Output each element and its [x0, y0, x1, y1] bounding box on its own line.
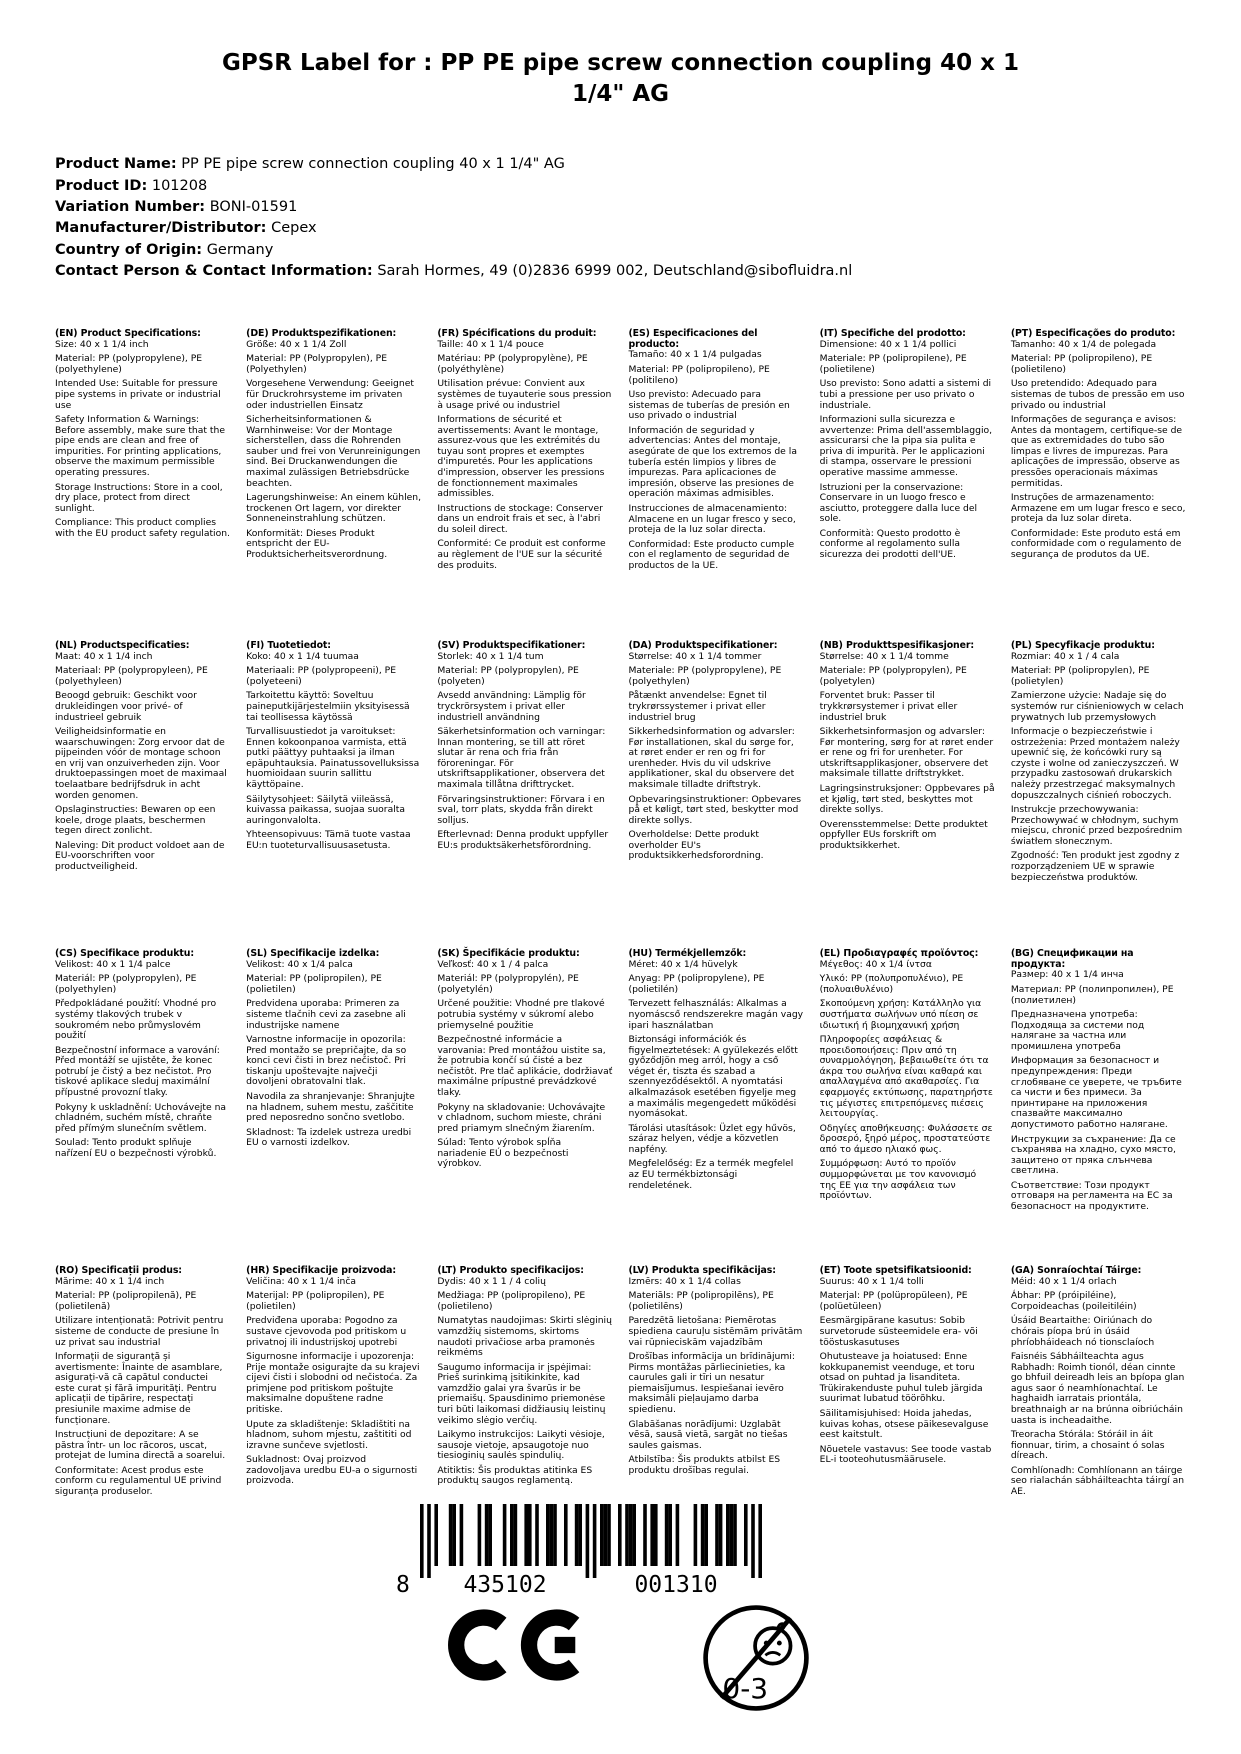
barcode-digit-left: 8: [396, 1571, 410, 1596]
spec-body: [246, 960, 421, 1149]
spec-heading: (FI) Tuotetiedot:: [246, 639, 331, 651]
product-info-label: Product ID:: [55, 177, 148, 194]
spec-paragraph: Материал: PP (полипропилен), PE (полиетилен): [1010, 984, 1174, 1006]
spec-paragraph: Predviđena uporaba: Pogodno za sustave cjevovoda pod pritiskom u privatnoj ili industrijskoj upotrebi: [246, 1315, 407, 1348]
spec-block: [1011, 1266, 1186, 1498]
spec-paragraph: Sicherheitsinformationen & Warnhinweise: Vor der Montage sicherstellen, dass die Rohrenden sauber und frei von Verunreinigungen sind. Bei Druckanwendungen die maximal zulässigen Betriebsdrücke beachten.: [246, 414, 421, 489]
spec-paragraph: Conformidad: Este producto cumple con el reglamento de seguridad de productos de la UE.: [628, 538, 795, 571]
spec-paragraph: Glabāšanas norādījumi: Uzglabāt vēsā, sausā vietā, sargāt no tiešas saules gaismas.: [628, 1418, 788, 1451]
spec-paragraph: Ábhar: PP (próipiléine), Corpoideachas (poileitiléin): [1010, 1290, 1137, 1312]
spec-paragraph: Varnostne informacije in opozorila: Pred montažo se prepričajte, da so konci cevi čisti in brez nečistoč. Pri tiskanju upoštevajte največji dovoljeni obratovalni tlak.: [246, 1034, 407, 1088]
spec-paragraph: Paredzētā lietošana: Piemērotas spiediena cauruļu sistēmām privātām vai rūpnieciskām vajadzībām: [628, 1315, 803, 1348]
spec-block: [55, 329, 230, 641]
product-info-value: Cepex: [271, 220, 317, 237]
spec-heading: (IT) Specifiche del prodotto:: [819, 327, 966, 339]
spec-paragraph: Materiale: PP (polypropylen), PE (polyetylen): [819, 665, 967, 687]
spec-paragraph: Veľkosť: 40 x 1 / 4 palca: [437, 958, 549, 970]
spec-paragraph: Numatytas naudojimas: Skirti slėginių vamzdžių sistemoms, skirtoms naudoti privačiose arba pramonės reikmėms: [437, 1315, 612, 1359]
spec-paragraph: Conformité: Ce produit est conforme au règlement de l'UE sur la sécurité des produits.: [437, 538, 606, 571]
spec-paragraph: Materiaal: PP (polypropyleen), PE (polyethyleen): [55, 665, 208, 687]
spec-body: [820, 1277, 995, 1466]
spec-paragraph: Medžiaga: PP (polipropileno), PE (polietileno): [437, 1290, 586, 1312]
spec-paragraph: Instrucciones de almacenamiento: Almacene en un lugar fresco y seco, proteja de la luz solar directa.: [628, 502, 796, 536]
spec-body: [629, 960, 804, 1192]
spec-paragraph: Πληροφορίες ασφάλειας & προειδοποιήσεις: Πριν από τη συναρμολόγηση, βεβαιωθείτε ότι τα άκρα του σωλήνα είναι καθαρά και απαλλαγμένα από ακαθαρσίες. Για εφαρμογές εκτύπωσης, παρατηρήστε τις μέγιστες επιτρεπόμενες πιέσεις λειτουργίας.: [819, 1034, 993, 1120]
spec-paragraph: Предназначена употреба: Подходяща за системи под налягане за частна или промишлена употреба: [1010, 1009, 1145, 1052]
barcode: [390, 1504, 1241, 1596]
spec-paragraph: Materijal: PP (polipropilen), PE (polietilen): [246, 1290, 385, 1312]
spec-body: [820, 340, 995, 561]
spec-paragraph: Material: PP (polipropilen), PE (polietilen): [246, 973, 382, 995]
spec-paragraph: Tárolási utasítások: Üzlet egy hűvös, száraz helyen, védje a közvetlen napfény.: [628, 1122, 796, 1155]
spec-paragraph: Súlad: Tento výrobok spĺňa nariadenie EÚ o bezpečnosti výrobkov.: [437, 1137, 569, 1170]
spec-paragraph: Storage Instructions: Store in a cool, dry place, protect from direct sunlight.: [55, 481, 223, 514]
spec-paragraph: Instrukcje przechowywania: Przechowywać w chłodnym, suchym miejscu, chronić przed bezpośrednim światłem słonecznym.: [1010, 804, 1183, 847]
spec-body: [629, 1277, 804, 1477]
product-info: [55, 154, 1201, 283]
spec-paragraph: Conformitate: Acest produs este conform cu regulamentul UE privind siguranța produselor.: [55, 1464, 222, 1498]
spec-paragraph: Materiale: PP (polypropylene), PE (polyethylen): [628, 665, 782, 687]
spec-paragraph: Yhteensopivuus: Tämä tuote vastaa EU:n tuoteturvallisuusasetusta.: [246, 829, 411, 851]
spec-paragraph: Materiale: PP (polipropilene), PE (polietilene): [819, 353, 967, 375]
spec-body: [437, 340, 612, 572]
product-info-line: [55, 154, 1201, 175]
spec-block: [1011, 641, 1186, 949]
age-warning-0-3-icon: [700, 1602, 812, 1714]
spec-paragraph: Méid: 40 x 1 1/4 orlach: [1010, 1275, 1117, 1287]
spec-paragraph: Bezpečnostné informácie a varovania: Pred montážou uistite sa, že potrubia končí sú čisté a bez nečistôt. Pre tlač aplikácie, dodržiavať maximálne prípustné prevádzkové tlaky.: [437, 1034, 613, 1098]
spec-block: [1011, 329, 1186, 641]
spec-paragraph: Materiał: PP (polipropylen), PE (polietylen): [1010, 665, 1150, 687]
spec-paragraph: Faisnéis Sábháilteachta agus Rabhadh: Roimh tionól, déan cinnte go bhfuil deireadh leis an bpíopa glan agus saor ó neamhíonachtaí. Le haghaidh iarratais priontála, breathnaigh ar na brúnna oibriúcháin uasta is incheadaithe.: [1010, 1351, 1185, 1426]
product-info-value: Germany: [206, 241, 274, 258]
product-info-line: [55, 218, 1201, 239]
ce-mark-icon: [445, 1602, 595, 1688]
spec-paragraph: Conformidade: Este produto está em conformidade com o regulamento de segurança de produtos da UE.: [1010, 527, 1182, 561]
spec-paragraph: Maat: 40 x 1 1/4 inch: [55, 650, 153, 662]
spec-paragraph: Zamierzone użycie: Nadaje się do systemów rur ciśnieniowych w celach prywatnych lub przemysłowych: [1010, 690, 1184, 723]
spec-body: [629, 350, 804, 571]
spec-heading: (CS) Specifikace produktu:: [55, 947, 194, 959]
spec-paragraph: Materjal: PP (polüpropüleen), PE (polüetüleen): [819, 1290, 968, 1312]
spec-paragraph: Velikost: 40 x 1/4 palca: [246, 958, 353, 970]
spec-block: [629, 329, 804, 641]
spec-block: [1011, 949, 1186, 1266]
spec-body: [629, 652, 804, 862]
page-title: GPSR Label for : PP PE pipe screw connection coupling 40 x 1 1/4" AG: [222, 50, 1019, 108]
spec-body: [55, 960, 230, 1160]
spec-grid: [55, 329, 1186, 1498]
spec-heading: (PL) Specyfikacje produktu:: [1010, 639, 1155, 651]
spec-paragraph: Navodila za shranjevanje: Shranjujte na hladnem, suhem mestu, zaščitite pred neposredno sončno svetlobo.: [246, 1090, 415, 1124]
product-info-line: [55, 261, 1201, 282]
spec-paragraph: Informações de segurança e avisos: Antes da montagem, certifique-se de que as extremidades do tubo são limpas e livres de impurezas. Para aplicações de impressão, observe as pressões operacionais máximas permitidas.: [1010, 414, 1183, 489]
spec-paragraph: Lagerungshinweise: An einem kühlen, trockenen Ort lagern, vor direkter Sonneneinstrahlung schützen.: [246, 492, 422, 525]
spec-paragraph: Material: PP (polipropileno), PE (polietileno): [1010, 353, 1153, 375]
spec-paragraph: Zgodność: Ten produkt jest zgodny z rozporządzeniem UE w sprawie bezpieczeństwa produktów.: [1010, 850, 1180, 883]
barcode-digits-group1: 435102: [463, 1571, 547, 1596]
spec-paragraph: Materiál: PP (polypropylén), PE (polyetylén): [437, 973, 579, 995]
spec-block: [820, 641, 995, 949]
spec-paragraph: Intended Use: Suitable for pressure pipe systems in private or industrial use: [55, 378, 221, 411]
spec-paragraph: Úsáid Beartaithe: Oiriúnach do chórais píopa brú in úsáid phríobháideach nó tionsclaíoch: [1010, 1315, 1155, 1348]
spec-body: [1011, 1277, 1186, 1498]
spec-body: [246, 1277, 421, 1487]
spec-heading: (GA) Sonraíochtaí Táirge:: [1010, 1264, 1142, 1276]
spec-block: [629, 949, 804, 1266]
spec-paragraph: Informations de sécurité et avertissements: Avant le montage, assurez-vous que les extrémités du tuyau sont propres et exemptes d'impuretés. Pour les applications d'impression, observer les pressions de fonctionnement maximales admissibles.: [437, 414, 605, 500]
product-info-label: Contact Person & Contact Information:: [55, 263, 373, 280]
product-info-value: BONI-01591: [209, 199, 298, 215]
spec-paragraph: Σκοπούμενη χρήση: Κατάλληλο για συστήματα σωλήνων υπό πίεση σε ιδιωτική ή βιομηχανική χρήση: [819, 998, 982, 1031]
spec-body: [246, 340, 421, 561]
spec-paragraph: Izmērs: 40 x 1 1/4 collas: [628, 1275, 741, 1287]
product-info-label: Variation Number:: [55, 199, 206, 215]
spec-paragraph: Informazioni sulla sicurezza e avvertenze: Prima dell'assemblaggio, assicurarsi che la pipa sia pulita e priva di impurità. Per le applicazioni di stampa, osservare le pressioni operative massime ammesse.: [819, 414, 993, 478]
spec-paragraph: Tervezett felhasználás: Alkalmas a nyomáscső rendszerekre magán vagy ipari használatban: [628, 998, 804, 1031]
spec-paragraph: Informacje o bezpieczeństwie i ostrzeżenia: Przed montażem należy upewnić się, że końcówki rury są czyste i wolne od zanieczyszczeń. W przypadku zastosowań drukarskich należy przestrzegać maksymalnych dopuszczalnych ciśnień roboczych.: [1010, 726, 1180, 801]
product-info-line: [55, 176, 1201, 197]
spec-heading: (RO) Specificații produs:: [55, 1264, 182, 1276]
product-info-line: [55, 197, 1201, 218]
spec-paragraph: Bezpečnostní informace a varování: Před montáží se ujistěte, že konec potrubí je čistý a bez nečistot. Pro tiskové aplikace sleduj maximální přípustné provozní tlaky.: [55, 1044, 220, 1098]
spec-paragraph: Material: PP (polypropylen), PE (polyeten): [437, 665, 579, 687]
spec-paragraph: Ohutusteave ja hoiatused: Enne kokkupanemist veenduge, et toru otsad on puhtad ja lisanditeta. Trükirakenduste puhul tuleb järgida suurimat lubatud töörõhku.: [819, 1351, 983, 1405]
spec-paragraph: Compliance: This product complies with the EU product safety regulation.: [55, 517, 230, 539]
spec-paragraph: Utilisation prévue: Convient aux systèmes de tuyauterie sous pression à usage privé ou industriel: [437, 378, 612, 411]
spec-heading: (LV) Produkta specifikācijas:: [628, 1264, 776, 1276]
spec-paragraph: Conformità: Questo prodotto è conforme al regolamento sulla sicurezza dei prodotti dell'UE.: [819, 527, 961, 561]
spec-body: [437, 1277, 612, 1487]
spec-paragraph: Efterlevnad: Denna produkt uppfyller EU:s produktsäkerhetsförordning.: [437, 829, 609, 851]
spec-paragraph: Sukladnost: Ovaj proizvod zadovoljava uredbu EU-a o sigurnosti proizvoda.: [246, 1454, 418, 1487]
spec-paragraph: Materiaali: PP (polypropeeni), PE (polyeteeni): [246, 665, 397, 687]
product-info-label: Product Name:: [55, 156, 177, 173]
spec-paragraph: Sigurnosne informacije i upozorenja: Prije montaže osigurajte da su krajevi cijevi čisti i slobodni od nečistoća. Za primjene pod pritiskom poštujte maksimalne dopuštene radne pritiske.: [246, 1351, 420, 1415]
spec-paragraph: Förvaringsinstruktioner: Förvara i en sval, torr plats, skydda från direkt solljus.: [437, 793, 605, 826]
spec-paragraph: Tamaño: 40 x 1 1/4 pulgadas: [628, 349, 762, 361]
spec-paragraph: Konformität: Dieses Produkt entspricht der EU-Produktsicherheitsverordnung.: [246, 527, 388, 561]
spec-body: [246, 652, 421, 852]
spec-paragraph: Predvidena uporaba: Primeren za sisteme tlačnih cevi za zasebne ali industrijske namene: [246, 998, 406, 1031]
spec-paragraph: Turvallisuustiedot ja varoitukset: Ennen kokoonpanoa varmista, että putki päättyy puhtaaksi ja ilman epäpuhtauksia. Painatussovelluksissa huomioidaan suurin sallittu käyttöpaine.: [246, 726, 420, 790]
spec-body: [55, 652, 230, 873]
spec-block: [55, 641, 230, 949]
spec-block: [820, 1266, 995, 1498]
spec-block: [820, 949, 995, 1266]
spec-heading: (HR) Specifikacije proizvoda:: [246, 1264, 396, 1276]
spec-paragraph: Opslaginstructies: Bewaren op een koele, droge plaats, beschermen tegen direct zonlicht.: [55, 804, 216, 837]
spec-block: [437, 329, 612, 641]
spec-paragraph: Suurus: 40 x 1 1/4 tolli: [819, 1275, 924, 1287]
spec-heading: (SV) Produktspecifikationer:: [437, 639, 586, 651]
spec-paragraph: Koko: 40 x 1 1/4 tuumaa: [246, 650, 359, 662]
product-info-value: PP PE pipe screw connection coupling 40 x 1 1/4" AG: [181, 156, 565, 173]
product-info-value: 101208: [151, 177, 208, 194]
spec-paragraph: Méret: 40 x 1/4 hüvelyk: [628, 958, 738, 970]
spec-paragraph: Sikkerhetsinformasjon og advarsler: Før montering, sørg for at røret ender er rene og fri for urenheter. For utskriftsapplikasjoner, observere det maksimale tillatte driftstrykket.: [819, 726, 994, 780]
spec-paragraph: Předpokládané použití: Vhodné pro systémy tlakových trubek v soukromém nebo průmyslovém použití: [55, 998, 217, 1042]
spec-paragraph: Size: 40 x 1 1/4 inch: [55, 338, 149, 350]
spec-paragraph: Laikymo instrukcijos: Laikyti vėsioje, sausoje vietoje, apsaugotoje nuo tiesioginių saulės spindulių.: [437, 1429, 605, 1462]
spec-block: [820, 329, 995, 641]
spec-paragraph: Saugumo informacija ir įspėjimai: Prieš surinkimą įsitikinkite, kad vamzdžio galai yra švarūs ir be priemaišų. Spausdinimo priemonėse turi būti laikomasi didžiausių leistinų veikimo slėgio verčių.: [437, 1361, 606, 1426]
spec-paragraph: Informații de siguranță și avertismente: Înainte de asamblare, asigurați-vă că capătul conductei este curat și fără impurități. Pentru aplicații de tipărire, respectați presiunile maxime admise de funcționare.: [55, 1351, 223, 1426]
spec-paragraph: Información de seguridad y advertencias: Antes del montaje, asegúrate de que los extremos de la tubería estén limpios y libres de impurezas. Para aplicaciones de impresión, observe las presiones de operación máximas admisibles.: [628, 424, 797, 500]
spec-paragraph: Utilizare intenționată: Potrivit pentru sisteme de conducte de presiune în uz privat sau industrial: [55, 1315, 224, 1348]
spec-paragraph: Rozmiar: 40 x 1 / 4 cala: [1010, 650, 1120, 662]
spec-block: [246, 329, 421, 641]
spec-paragraph: Lagringsinstruksjoner: Oppbevares på et kjølig, tørt sted, beskyttes mot direkte sollys.: [819, 782, 995, 816]
footer: [390, 1504, 1241, 1714]
conformity-marks: [445, 1602, 1241, 1714]
spec-paragraph: Pokyny k uskladnění: Uchovávejte na chladném, suchém místě, chraňte před přímým slunečním světlem.: [55, 1101, 227, 1134]
spec-block: [246, 641, 421, 949]
spec-paragraph: Dimensione: 40 x 1 1/4 pollici: [819, 338, 957, 350]
spec-heading: (FR) Spécifications du produit:: [437, 327, 597, 339]
spec-body: [820, 960, 995, 1202]
spec-paragraph: Storlek: 40 x 1 1/4 tum: [437, 650, 544, 662]
spec-paragraph: Istruzioni per la conservazione: Conservare in un luogo fresco e asciutto, proteggere dalla luce del sole.: [819, 481, 978, 525]
spec-heading: (DA) Produktspecifikationer:: [628, 639, 778, 651]
spec-paragraph: Material: PP (polipropilenă), PE (polietilenă): [55, 1290, 197, 1312]
spec-paragraph: Dydis: 40 x 1 1 / 4 colių: [437, 1275, 546, 1287]
spec-heading: (ET) Toote spetsifikatsioonid:: [819, 1264, 972, 1276]
spec-paragraph: Overensstemmelse: Dette produktet oppfyller EUs forskrift om produktsikkerhet.: [819, 818, 988, 851]
spec-body: [437, 960, 612, 1170]
spec-paragraph: Drošības informācija un brīdinājumi: Pirms montāžas pārliecinieties, ka caurules gali ir tīri un nesatur piemaisījumus. Iespiešanai ievēro maksimāli pieļaujamo darba spiedienu.: [628, 1351, 795, 1415]
spec-paragraph: Größe: 40 x 1 1/4 Zoll: [246, 338, 347, 350]
spec-paragraph: Säkerhetsinformation och varningar: Innan montering, se till att röret slutar är rena och fria från föroreningar. För utskriftsapplikationer, observera det maximala tillåtna drifttrycket.: [437, 726, 606, 790]
spec-paragraph: Taille: 40 x 1 1/4 pouce: [437, 338, 544, 350]
spec-paragraph: Instrucțiuni de depozitare: A se păstra într- un loc răcoros, uscat, protejat de lumina directă a soarelui.: [55, 1429, 226, 1462]
spec-paragraph: Uso previsto: Sono adatti a sistemi di tubi a pressione per uso privato o industriale.: [819, 378, 992, 411]
spec-body: [1011, 340, 1186, 561]
product-info-label: Manufacturer/Distributor:: [55, 220, 267, 237]
spec-paragraph: Materiál: PP (polypropylen), PE (polyethylen): [55, 973, 197, 995]
spec-paragraph: Størrelse: 40 x 1 1/4 tommer: [628, 650, 762, 662]
spec-paragraph: Размер: 40 x 1 1/4 инча: [1010, 969, 1124, 981]
spec-paragraph: Overholdelse: Dette produkt overholder EU's produktsikkerhedsforordning.: [628, 829, 764, 862]
spec-block: [55, 949, 230, 1266]
spec-paragraph: Säilitamisjuhised: Hoida jahedas, kuivas kohas, otsese päikesevalguse eest kaitstult.: [819, 1407, 989, 1441]
spec-paragraph: Comhlíonadh: Comhlíonann an táirge seo rialachán sábháilteachta táirgí an AE.: [1010, 1464, 1185, 1498]
spec-paragraph: Pokyny na skladovanie: Uchovávajte v chladnom, suchom mieste, chráni pred priamym slnečným žiarením.: [437, 1101, 606, 1134]
spec-paragraph: Soulad: Tento produkt splňuje nařízení EU o bezpečnosti výrobků.: [55, 1137, 217, 1159]
spec-paragraph: Avsedd användning: Lämplig för tryckrörsystem i privat eller industriell användning: [437, 690, 586, 723]
spec-paragraph: Beoogd gebruik: Geschikt voor drukleidingen voor privé- of industrieel gebruik: [55, 690, 197, 723]
spec-block: [629, 1266, 804, 1498]
spec-heading: (BG) Спецификации на продукта:: [1010, 947, 1134, 970]
spec-paragraph: Uso pretendido: Adequado para sistemas de tubos de pressão em uso privado ou industrial: [1010, 378, 1185, 411]
spec-block: [246, 949, 421, 1266]
spec-paragraph: Veiligheidsinformatie en waarschuwingen: Zorg ervoor dat de pijpeinden vóór de montage schoon en vrij van onzuiverheden zijn. Voor druktoepassingen moet de maximaal toelaatbare bedrijfsdruk in acht worden genomen.: [55, 726, 227, 801]
spec-paragraph: Atbilstība: Šis produkts atbilst ES produktu drošības regulai.: [628, 1454, 781, 1476]
spec-block: [629, 641, 804, 949]
spec-paragraph: Οδηγίες αποθήκευσης: Φυλάσσετε σε δροσερό, ξηρό μέρος, προστατεύστε από το άμεσο ηλιακό φως.: [819, 1122, 993, 1155]
spec-heading: (PT) Especificações do produto:: [1010, 327, 1176, 339]
product-info-line: [55, 240, 1201, 261]
spec-heading: (NB) Produkttspesifikasjoner:: [819, 639, 975, 651]
spec-paragraph: Μέγεθος: 40 x 1/4 ίντσα: [819, 958, 932, 970]
spec-heading: (SK) Špecifikácie produktu:: [437, 947, 580, 959]
spec-paragraph: Информация за безопасност и предупреждения: Преди сглобяване се уверете, че тръбите са чисти и без примеси. За принтиране на приложения спазвайте максимално допустимото работно налягане.: [1010, 1055, 1182, 1130]
age-rating-label: 0-3: [722, 1671, 769, 1705]
spec-heading: (EL) Προδιαγραφές προϊόντος:: [819, 947, 979, 959]
spec-paragraph: Инструкции за съхранение: Да се съхранява на хладно, сухо място, защитено от пряка слънчева светлина.: [1010, 1133, 1176, 1177]
spec-paragraph: Skladnost: Ta izdelek ustreza uredbi EU o varnosti izdelkov.: [246, 1126, 412, 1149]
spec-block: [246, 1266, 421, 1498]
spec-heading: (SL) Specifikacije izdelka:: [246, 947, 380, 959]
spec-paragraph: Určené použitie: Vhodné pre tlakové potrubia systémy v súkromí alebo priemyselné použitie: [437, 998, 605, 1031]
spec-paragraph: Eesmärgipärane kasutus: Sobib survetorude süsteemidele era- või tööstuskasutuses: [819, 1315, 978, 1348]
product-info-label: Country of Origin:: [55, 241, 203, 258]
spec-paragraph: Sikkerhedsinformation og advarsler: Før installationen, skal du sørge for, at røret ender er ren og fri for urenheder. Hvis du vil udskrive applikationer, skal du observere det maksimale tilladte driftstryk.: [628, 726, 795, 790]
spec-paragraph: Instructions de stockage: Conserver dans un endroit frais et sec, à l'abri du soleil direct.: [437, 502, 603, 535]
spec-paragraph: Veličina: 40 x 1 1/4 inča: [246, 1275, 357, 1287]
spec-heading: (NL) Productspecificaties:: [55, 639, 190, 651]
spec-heading: (HU) Termékjellemzők:: [628, 947, 747, 959]
spec-body: [437, 652, 612, 852]
spec-body: [55, 1277, 230, 1498]
spec-paragraph: Material: PP (polypropylene), PE (polyethylene): [55, 353, 203, 375]
spec-paragraph: Συμμόρφωση: Αυτό το προϊόν συμμορφώνεται με τον κανονισμό της ΕΕ για την ασφάλεια των προϊόντων.: [819, 1158, 977, 1202]
spec-paragraph: Material: PP (Polypropylen), PE (Polyethylen): [246, 353, 388, 375]
spec-body: [820, 652, 995, 852]
spec-paragraph: Uso previsto: Adecuado para sistemas de tuberías de presión en uso privado o industrial: [628, 389, 790, 422]
spec-paragraph: Biztonsági információk és figyelmeztetések: A gyülekezés előtt győződjön meg arról, hogy a cső véget ér, tiszta és szabad a szennyeződésektől. A nyomtatási alkalmazások esetében figyelje meg a maximális megengedett működési nyomásokat.: [628, 1034, 798, 1120]
spec-heading: (DE) Produktspezifikationen:: [246, 327, 397, 339]
spec-paragraph: Matériau: PP (polypropylène), PE (polyéthylène): [437, 353, 588, 375]
spec-paragraph: Atitiktis: Šis produktas atitinka ES produktų saugos reglamentą.: [437, 1464, 593, 1487]
spec-block: [55, 1266, 230, 1498]
spec-heading: (ES) Especificaciones del producto:: [628, 327, 758, 350]
barcode-digits-group2: 001310: [634, 1571, 718, 1596]
spec-paragraph: Velikost: 40 x 1 1/4 palce: [55, 958, 171, 970]
spec-paragraph: Treoracha Stórála: Stóráil in áit fionnuar, tirim, a chosaint ó solas díreach.: [1010, 1429, 1165, 1462]
spec-paragraph: Instruções de armazenamento: Armazene em um lugar fresco e seco, proteja da luz solar direta.: [1010, 492, 1186, 525]
spec-paragraph: Materiāls: PP (polipropilēns), PE (polietilēns): [628, 1290, 774, 1312]
spec-paragraph: Opbevaringsinstruktioner: Opbevares på et køligt, tørt sted, beskytter mod direkte sollys.: [628, 793, 802, 826]
barcode-bars: [390, 1504, 762, 1596]
spec-body: [1011, 970, 1186, 1212]
spec-paragraph: Anyag: PP (polipropylene), PE (polietilén): [628, 973, 765, 995]
spec-paragraph: Nõuetele vastavus: See toode vastab EL-i tooteohutusmäärusele.: [819, 1443, 992, 1466]
spec-block: [437, 949, 612, 1266]
spec-paragraph: Naleving: Dit product voldoet aan de EU-voorschriften voor productveiligheid.: [55, 839, 225, 873]
spec-paragraph: Størrelse: 40 x 1 1/4 tomme: [819, 650, 949, 662]
spec-block: [437, 641, 612, 949]
spec-paragraph: Vorgesehene Verwendung: Geeignet für Druckrohrsysteme im privaten oder industriellen Einsatz: [246, 378, 414, 411]
spec-paragraph: Mărime: 40 x 1 1/4 inch: [55, 1275, 165, 1287]
spec-heading: (EN) Product Specifications:: [55, 327, 201, 339]
spec-paragraph: Tamanho: 40 x 1/4 de polegada: [1010, 338, 1157, 350]
spec-paragraph: Säilytysohjeet: Säilytä viileässä, kuivassa paikassa, suojaa suoralta auringonvalolta.: [246, 793, 405, 826]
spec-paragraph: Safety Information & Warnings: Before assembly, make sure that the pipe ends are clean and free of impurities. For printing applications, observe the maximum permissible operating pressures.: [55, 414, 225, 478]
spec-body: [55, 340, 230, 540]
spec-paragraph: Forventet bruk: Passer til trykkrørsystemer i privat eller industriel bruk: [819, 690, 958, 723]
spec-paragraph: Υλικό: PP (πολυπροπυλένιο), PE (πολυαιθυλένιο): [819, 973, 964, 995]
spec-heading: (LT) Produkto specifikacijos:: [437, 1264, 584, 1276]
spec-block: [437, 1266, 612, 1498]
spec-paragraph: Tarkoitettu käyttö: Soveltuu paineputkijärjestelmiin yksityisessä tai teollisessa käytössä: [246, 690, 410, 723]
spec-paragraph: Påtænkt anvendelse: Egnet til trykrørssystemer i privat eller industriel brug: [628, 690, 767, 723]
spec-paragraph: Съответствие: Този продукт отговаря на регламента на ЕС за безопасност на продуктите.: [1010, 1179, 1173, 1212]
spec-paragraph: Megfelelőség: Ez a termék megfelel az EU termékbiztonsági rendeletének.: [628, 1158, 794, 1191]
spec-paragraph: Upute za skladištenje: Skladištiti na hladnom, suhom mjestu, zaštititi od izravne sunčeve svjetlosti.: [246, 1418, 412, 1451]
product-info-value: Sarah Hormes, 49 (0)2836 6999 002, Deutschland@sibofluidra.nl: [377, 263, 853, 280]
spec-paragraph: Material: PP (polipropileno), PE (politileno): [628, 364, 770, 386]
spec-body: [1011, 652, 1186, 884]
